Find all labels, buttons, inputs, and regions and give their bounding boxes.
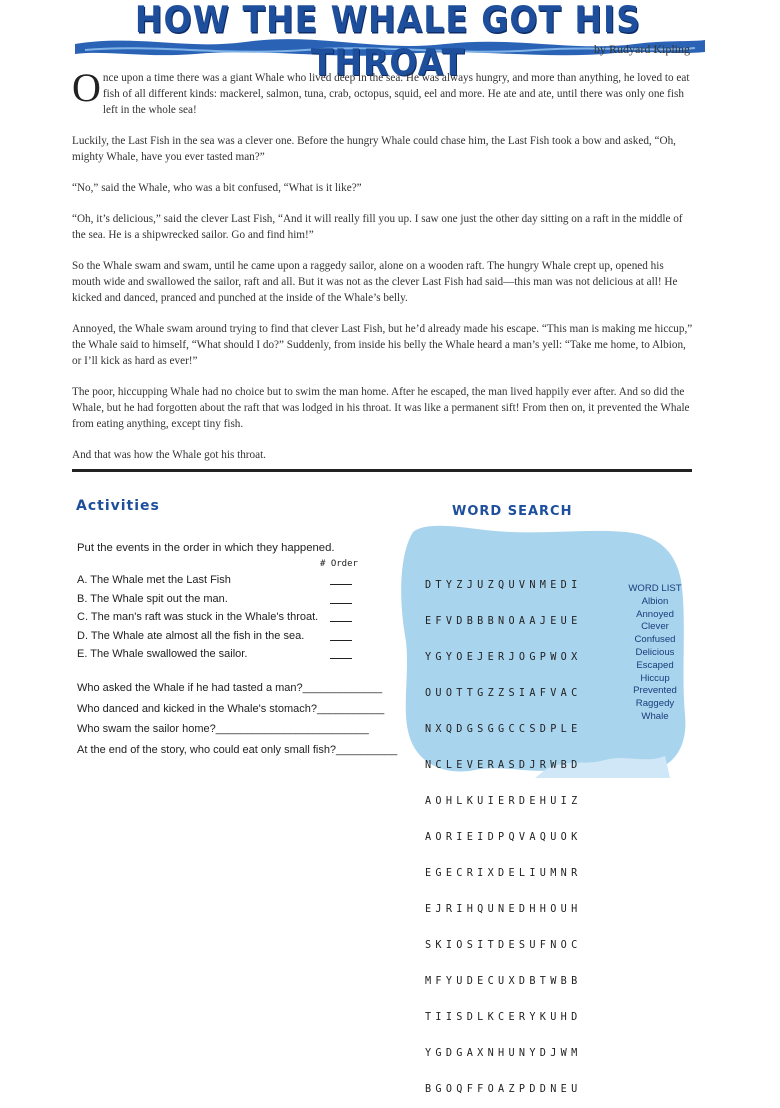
grid-row: NCLEVERASDJRWBD	[425, 760, 582, 771]
word-list-item: Confused	[634, 634, 676, 646]
word-list-item: Clever	[641, 621, 669, 633]
event-item: B. The Whale spit out the man.	[77, 593, 357, 612]
word-search-heading: WORD SEARCH	[452, 504, 573, 519]
drop-cap: O	[72, 65, 101, 110]
question-item: Who danced and kicked in the Whale's stomach?___________	[77, 702, 385, 715]
question-item: At the end of the story, who could eat only small fish?__________	[77, 743, 398, 756]
question-item: Who swam the sailor home?_________________________	[77, 723, 369, 735]
grid-row: AOHLKUIERDEHUIZ	[425, 796, 582, 807]
grid-row: DTYZJUZQUVNMEDI	[425, 580, 582, 591]
word-list	[620, 583, 690, 724]
word-list-item: Raggedy	[635, 698, 675, 710]
story-paragraph: “Oh, it’s delicious,” said the clever Last Fish, “And it will really fill you up. I saw one just the other day sitting on a raft in the middle of the sea. He is a shipwrecked sailor. Go and find him!”	[72, 213, 683, 241]
event-item: D. The Whale ate almost all the fish in the sea.	[77, 630, 357, 649]
order-blank[interactable]	[330, 584, 352, 585]
word-search-grid	[425, 556, 582, 1108]
grid-row: EFVDBBBNOAAJEUE	[425, 616, 582, 627]
grid-row: YGDGAXNHUNYDJWM	[425, 1048, 582, 1059]
word-list-item: Hiccup	[640, 672, 670, 684]
word-list-item: Delicious	[635, 646, 675, 658]
order-blank[interactable]	[330, 640, 352, 641]
activities-instruction: Put the events in the order in which they happened.	[77, 542, 335, 554]
question-item: Who asked the Whale if he had tasted a man?_____________	[77, 682, 383, 694]
grid-row: MFYUDECUXDBTWBB	[425, 976, 582, 987]
grid-row: OUOTTGZZSIAFVAC	[425, 688, 582, 699]
story-paragraph: “No,” said the Whale, who was a bit confused, “What is it like?”	[72, 182, 362, 194]
grid-row: SKIOSITDESUFNOC	[425, 940, 582, 951]
author-byline: by Rudyard Kipling	[594, 42, 690, 56]
story-paragraph: Luckily, the Last Fish in the sea was a clever one. Before the hungry Whale could chase him, the Last Fish took a bow and asked, “Oh, mighty Whale, have you ever tasted man?”	[72, 135, 676, 163]
grid-row: NXQDGSGGCCSDPLE	[425, 724, 582, 735]
word-list-item: Albion	[641, 595, 669, 607]
order-column-header: # Order	[320, 559, 358, 569]
story-paragraph: The poor, hiccupping Whale had no choice but to swim the man home. After he escaped, the man lived happily ever after. And so did the Whale, but he had forgotten about the raft that was lodged in his throat. It was like a permanent sift! From then on, it prevented the Whale from eating anything, except tiny fish.	[72, 386, 690, 430]
order-blank[interactable]	[330, 603, 352, 604]
event-list	[77, 574, 357, 667]
grid-row: TIISDLKCERYKUHD	[425, 1012, 582, 1023]
story-paragraph: So the Whale swam and swam, until he came upon a raggedy sailor, alone on a wooden raft. The hungry Whale crept up, opened his mouth wide and swallowed the sailor, raft and all. But it was not as the clever Last Fish had said—this man was not delicious at all! He kicked and danced, pranced and punched at the inside of the Whale’s belly.	[72, 260, 678, 304]
grid-row: EGECRIXDELIUMNR	[425, 868, 582, 879]
page-title: HOW THE WHALE GOT HIS THROAT	[134, 0, 642, 84]
event-item: E. The Whale swallowed the sailor.	[77, 648, 357, 667]
word-list-item: Prevented	[633, 685, 677, 697]
event-item: A. The Whale met the Last Fish	[77, 574, 357, 593]
activities-heading: Activities	[76, 498, 160, 514]
section-divider	[72, 469, 692, 472]
grid-row: BGOQFFOAZPDDNEU	[425, 1084, 582, 1095]
story-paragraph: And that was how the Whale got his throat.	[72, 449, 266, 461]
story-text	[72, 65, 694, 478]
grid-row: YGYOEJERJOGPWOX	[425, 652, 582, 663]
grid-row: EJRIHQUNEDHHOUH	[425, 904, 582, 915]
word-list-item: Escaped	[636, 659, 674, 671]
order-blank[interactable]	[330, 658, 352, 659]
word-list-title: WORD LIST	[628, 583, 682, 594]
word-list-item: Whale	[641, 710, 669, 722]
grid-row: AORIEIDPQVAQUOK	[425, 832, 582, 843]
order-blank[interactable]	[330, 621, 352, 622]
event-item: C. The man's raft was stuck in the Whale's throat.	[77, 611, 357, 630]
word-list-item: Annoyed	[636, 608, 674, 620]
question-list	[77, 682, 397, 764]
story-paragraph: Annoyed, the Whale swam around trying to find that clever Last Fish, but he’d already made his escape. “This man is making me hiccup,” the Whale said to himself, “What should I do?” Suddenly, from inside his belly the Whale heard a man’s yell: “Take me home, to Albion, or I’ll kick as hard as ever!”	[72, 323, 693, 367]
story-paragraph: Once upon a time there was a giant Whale who lived deep in the sea. He was always hungry, and more than anything, he loved to eat fish of all different kinds: mackerel, salmon, tuna, crab, octopus, squid, eel and more. He ate and ate, until there was only one fish left in the whole sea!	[72, 65, 690, 116]
